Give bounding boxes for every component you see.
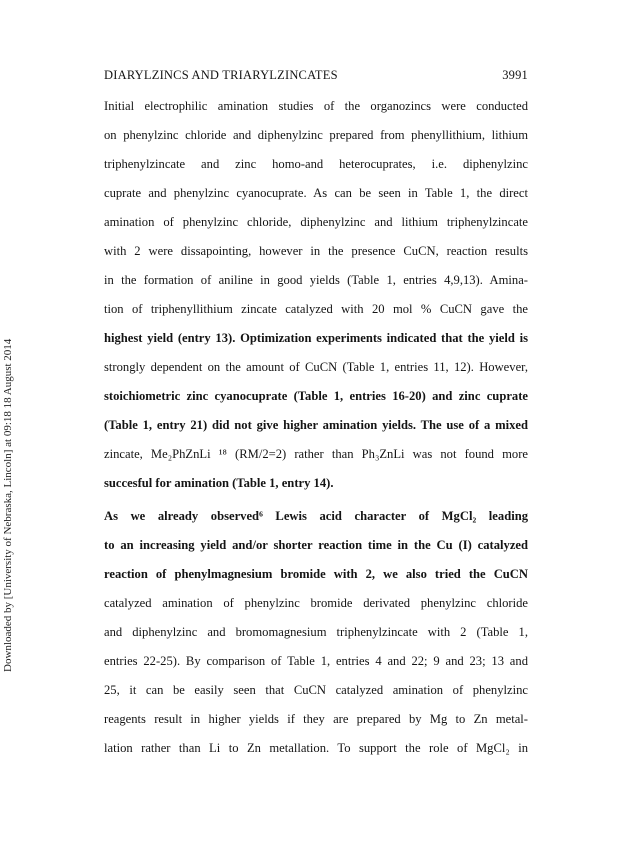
text-line: reaction of phenylmagnesium bromide with 2, we also tried the CuCN bbox=[104, 567, 528, 581]
download-watermark: Downloaded by [University of Nebraska, Lincoln] at 09:18 18 August 2014 bbox=[2, 338, 14, 672]
text-line: cuprate and phenylzinc cyanocuprate. As can be seen in Table 1, the direct bbox=[104, 186, 528, 200]
text-line: reagents result in higher yields if they are prepared by Mg to Zn metal- bbox=[104, 712, 528, 726]
text-line: (Table 1, entry 21) did not give higher amination yields. The use of a mixed bbox=[104, 418, 528, 432]
text-line: tion of triphenyllithium zincate catalyzed with 20 mol % CuCN gave the bbox=[104, 302, 528, 316]
text-line: in the formation of aniline in good yields (Table 1, entries 4,9,13). Amina- bbox=[104, 273, 528, 287]
text-line: Initial electrophilic amination studies of the organozincs were conducted bbox=[104, 99, 528, 113]
page-number: 3991 bbox=[502, 68, 528, 82]
text-line: entries 22-25). By comparison of Table 1, entries 4 and 22; 9 and 23; 13 and bbox=[104, 654, 528, 668]
text-line: As we already observed⁶ Lewis acid character of MgCl₂ leading bbox=[104, 509, 528, 523]
text-line: lation rather than Li to Zn metallation. To support the role of MgCl₂ in bbox=[104, 741, 528, 755]
text-line: zincate, Me₂PhZnLi ¹⁸ (RM/2=2) rather than Ph₃ZnLi was not found more bbox=[104, 447, 528, 461]
text-line: to an increasing yield and/or shorter reaction time in the Cu (I) catalyzed bbox=[104, 538, 528, 552]
article-body bbox=[104, 92, 528, 763]
text-line: triphenylzincate and zinc homo-and heterocuprates, i.e. diphenylzinc bbox=[104, 157, 528, 171]
text-line: catalyzed amination of phenylzinc bromide derivated phenylzinc chloride bbox=[104, 596, 528, 610]
text-line: succesful for amination (Table 1, entry 14). bbox=[104, 476, 334, 490]
text-line: and diphenylzinc and bromomagnesium triphenylzincate with 2 (Table 1, bbox=[104, 625, 528, 639]
running-header bbox=[104, 68, 528, 83]
text-line: highest yield (entry 13). Optimization experiments indicated that the yield is bbox=[104, 331, 528, 345]
text-line: on phenylzinc chloride and diphenylzinc prepared from phenyllithium, lithium bbox=[104, 128, 528, 142]
text-line: strongly dependent on the amount of CuCN (Table 1, entries 11, 12). However, bbox=[104, 360, 528, 374]
running-title: DIARYLZINCS AND TRIARYLZINCATES bbox=[104, 68, 338, 82]
text-line: stoichiometric zinc cyanocuprate (Table 1, entries 16-20) and zinc cuprate bbox=[104, 389, 528, 403]
text-line: 25, it can be easily seen that CuCN catalyzed amination of phenylzinc bbox=[104, 683, 528, 697]
text-line: amination of phenylzinc chloride, diphenylzinc and lithium triphenylzincate bbox=[104, 215, 528, 229]
text-line: with 2 were dissapointing, however in the presence CuCN, reaction results bbox=[104, 244, 528, 258]
